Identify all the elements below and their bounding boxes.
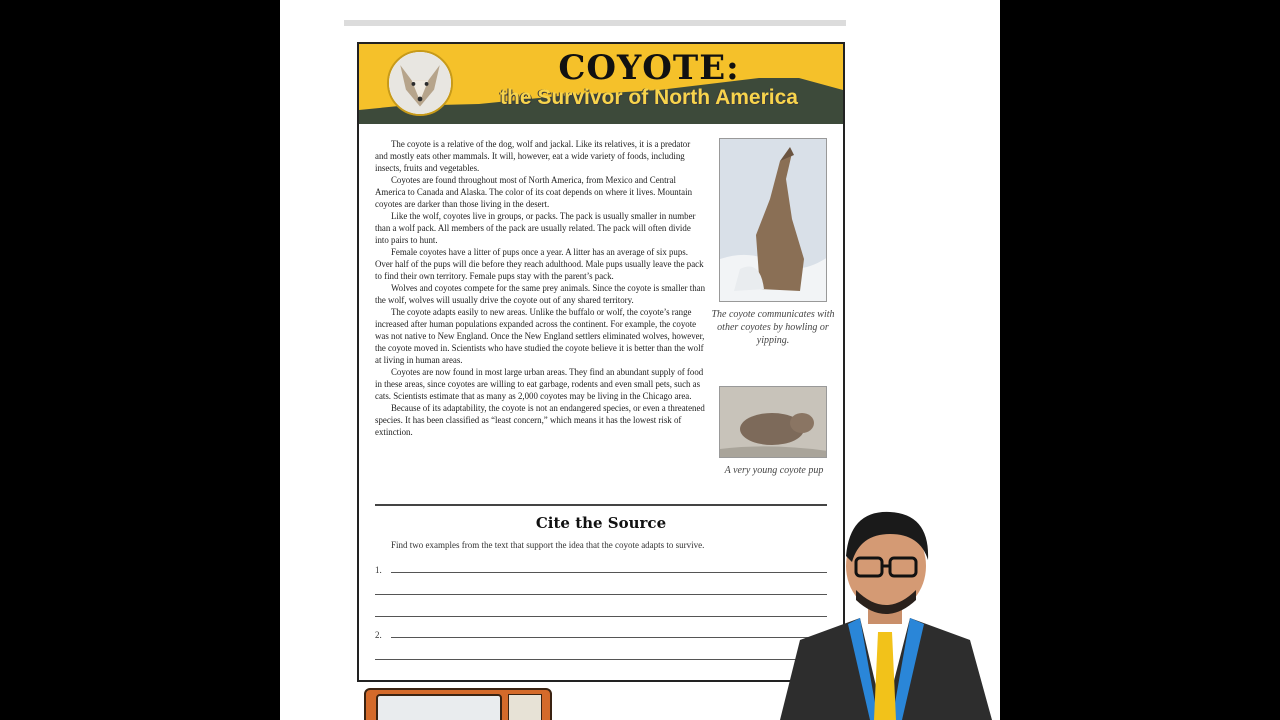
- coyote-pup-photo: [719, 386, 827, 458]
- answer-number-2: 2.: [375, 630, 382, 640]
- top-rule: [344, 20, 846, 26]
- paragraph: Coyotes are now found in most large urban areas. They find an abundant supply of food in these areas, since coyotes are willing to eat garbage, rodents and even small pets, such as cats. Scientists estimate that as many as 2,000 coyotes may be living in the Chicago area.: [375, 367, 704, 401]
- tv-screen: [376, 694, 502, 720]
- article-text: [375, 138, 705, 438]
- cite-source-heading: Cite the Source: [535, 514, 667, 532]
- worksheet-title: COYOTE:: [558, 48, 740, 88]
- retro-tv-graphic: [364, 688, 552, 720]
- paragraph: The coyote is a relative of the dog, wolf and jackal. Like its relatives, it is a predator and mostly eats other mammals. It will, however, eat a wide variety of foods, including insects, fruits and vegetables.: [375, 139, 691, 173]
- answer-number-1: 1.: [375, 565, 382, 575]
- paragraph: Female coyotes have a litter of pups once a year. A litter has an average of six pups. Over half of the pups will die before they reach adulthood. Male pups usually leave the pack to find their own territory. Female pups stay with the parent’s pack.: [375, 247, 704, 281]
- paragraph: Because of its adaptability, the coyote is not an endangered species, or even a threatened species. It has been classified as “least concern,” which means it has the lowest risk of extinction.: [375, 403, 705, 437]
- coyote-face-badge: [387, 50, 453, 116]
- paragraph: Wolves and coyotes compete for the same prey animals. Since the coyote is smaller than the wolf, wolves will usually drive the coyote out of any shared territory.: [375, 283, 706, 305]
- cite-source-prompt: Find two examples from the text that support the idea that the coyote adapts to survive.: [391, 540, 705, 550]
- photo-caption-howling: The coyote communicates with other coyotes by howling or yipping.: [711, 309, 835, 346]
- photo-caption-pup: A very young coyote pup: [724, 465, 824, 476]
- title-banner: [359, 44, 843, 124]
- tv-control-panel: [508, 694, 542, 720]
- presenter-avatar: [760, 500, 1000, 720]
- paragraph: Coyotes are found throughout most of North America, from Mexico and Central America to Canada and Alaska. The color of its coat depends on where it lives. Mountain coyotes are darker than those living in the desert.: [375, 175, 693, 209]
- paragraph: Like the wolf, coyotes live in groups, or packs. The pack is usually smaller in number than a wolf pack. All members of the pack are usually related. The pack will often divide into pairs to hunt.: [375, 211, 696, 245]
- paragraph: The coyote adapts easily to new areas. Unlike the buffalo or wolf, the coyote’s range increased after human populations expanded across the continent. For example, the coyote was not native to New England. Once the New England settlers eliminated wolves, however, the coyote moved in. Scientists who have studied the coyote believe it is better than the wolf at living in human areas.: [375, 307, 705, 365]
- howling-coyote-photo: [719, 138, 827, 302]
- worksheet-subtitle: the Survivor of North America: [500, 86, 798, 109]
- coyote-face-icon: [389, 52, 451, 114]
